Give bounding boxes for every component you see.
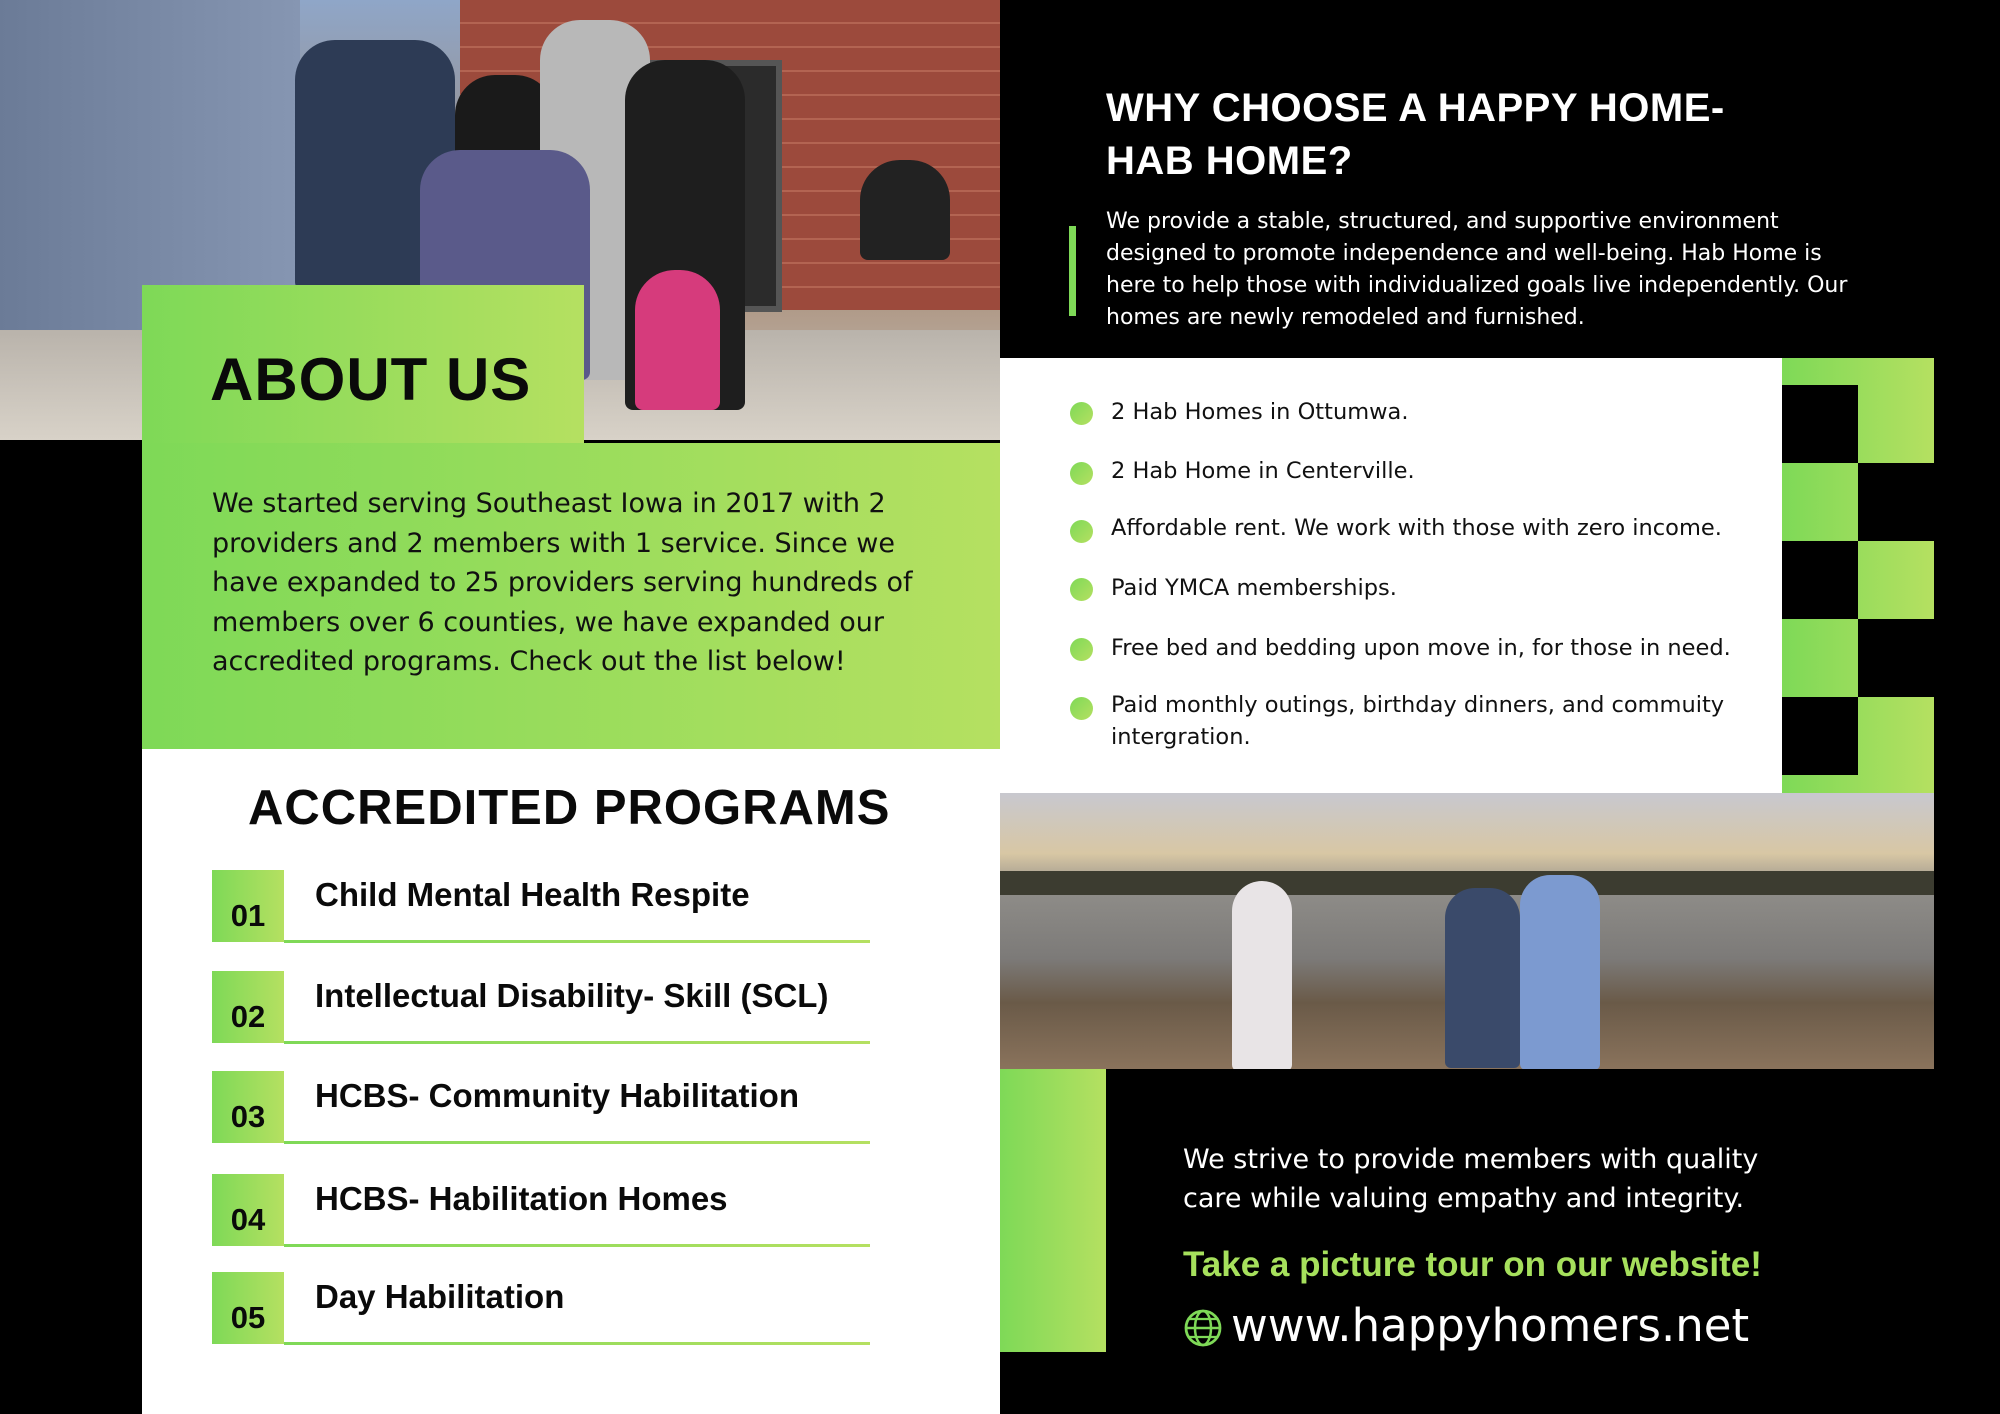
- checker-pattern: [1782, 358, 1934, 793]
- program-label: Intellectual Disability- Skill (SCL): [315, 977, 829, 1014]
- feature-item: Paid YMCA memberships.: [1111, 575, 1397, 601]
- program-item: [212, 1174, 870, 1246]
- bullet-icon: [1070, 402, 1093, 425]
- about-text: We started serving Southeast Iowa in 2017 with 2 providers and 2 members with 1 service. Since we have expanded to 25 providers serving hundreds of members over 6 counties, we have expanded our accredited programs. Check out the list below!: [212, 488, 913, 677]
- lake-photo: [1000, 793, 1934, 1069]
- accent-bar: [1069, 226, 1076, 316]
- why-choose-title: WHY CHOOSE A HAPPY HOME- HAB HOME?: [1106, 86, 1725, 183]
- feature-item: 2 Hab Homes in Ottumwa.: [1111, 399, 1409, 425]
- mission-text: We strive to provide members with quality care while valuing empathy and integrity.: [1183, 1144, 1759, 1214]
- program-divider: [284, 1141, 870, 1144]
- program-number: 03: [212, 1071, 284, 1143]
- program-divider: [284, 1041, 870, 1044]
- footer-block: [1106, 1069, 2000, 1414]
- bullet-icon: [1070, 520, 1093, 543]
- tour-cta: Take a picture tour on our website!: [1183, 1245, 1762, 1284]
- program-divider: [284, 940, 870, 943]
- program-number: 02: [212, 971, 284, 1043]
- program-divider: [284, 1244, 870, 1247]
- program-number: 04: [212, 1174, 284, 1246]
- bullet-icon: [1070, 578, 1093, 601]
- about-title: ABOUT US: [210, 346, 532, 413]
- bullet-icon: [1070, 462, 1093, 485]
- feature-item: Free bed and bedding upon move in, for those in need.: [1111, 635, 1731, 661]
- program-label: HCBS- Community Habilitation: [315, 1077, 799, 1114]
- bullet-icon: [1070, 638, 1093, 661]
- feature-item: Affordable rent. We work with those with zero income.: [1111, 515, 1722, 541]
- program-item: [212, 971, 870, 1043]
- website-link[interactable]: www.happyhomers.net: [1231, 1299, 1750, 1352]
- program-item: [212, 870, 870, 942]
- program-number: 01: [212, 870, 284, 942]
- program-divider: [284, 1342, 870, 1345]
- globe-icon: [1183, 1308, 1223, 1348]
- left-page-background: [0, 440, 142, 1414]
- footer-accent-block: [1000, 1069, 1106, 1352]
- program-item: [212, 1272, 870, 1344]
- feature-item: 2 Hab Home in Centerville.: [1111, 458, 1415, 484]
- bullet-icon: [1070, 697, 1093, 720]
- program-label: Day Habilitation: [315, 1278, 565, 1315]
- program-number: 05: [212, 1272, 284, 1344]
- programs-title: ACCREDITED PROGRAMS: [248, 781, 891, 835]
- program-label: Child Mental Health Respite: [315, 876, 750, 913]
- feature-item: Paid monthly outings, birthday dinners, and commuity intergration.: [1111, 692, 1725, 750]
- program-item: [212, 1071, 870, 1143]
- why-choose-text: We provide a stable, structured, and supportive environment designed to promote independence and well-being. Hab Home is here to help those with individualized goals live independently. Our homes are newly remodeled and furnished.: [1106, 209, 1848, 330]
- program-label: HCBS- Habilitation Homes: [315, 1180, 728, 1217]
